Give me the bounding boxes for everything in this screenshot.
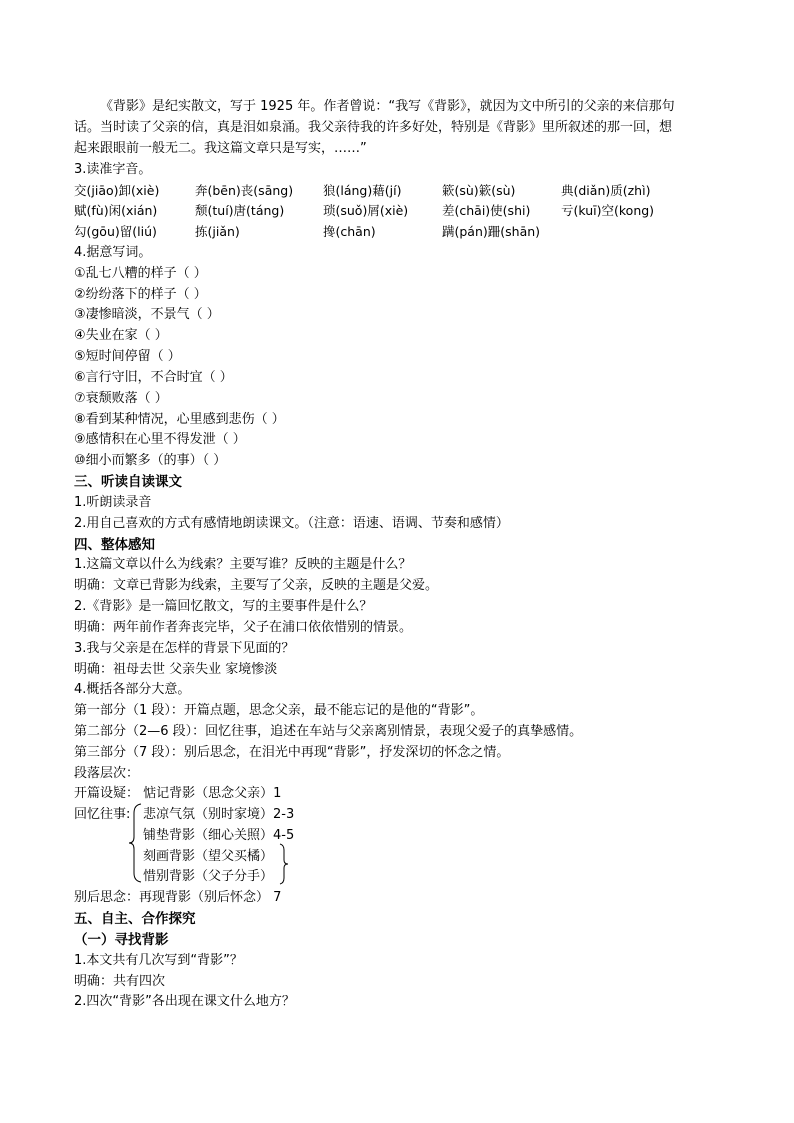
pronounce-cell: 颓(tuí)唐(táng): [195, 203, 285, 218]
section4-line: 2.《背影》是一篇回忆散文，写的主要事件是什么？: [74, 599, 373, 614]
section4-line: 3.我与父亲是在怎样的背景下见面的？: [74, 641, 295, 656]
pronounce-cell: 狼(láng)藉(jí): [323, 183, 402, 198]
pronounce-cell: 交(jiāo)卸(xiè): [74, 183, 160, 198]
structure-sub-item: 刻画背影（望父买橘）: [143, 849, 274, 864]
intro-line-3: 起来跟眼前一般无二。我这篇文章只是写实，……”: [74, 141, 367, 156]
section5-line: 1.本文共有几次写到“背影”？: [74, 953, 243, 968]
pronounce-cell: 亏(kuī)空(kong): [561, 203, 655, 218]
pronounce-cell: 搀(chān): [323, 224, 376, 239]
pronounce-cell: 赋(fù)闲(xián): [74, 203, 158, 218]
pronounce-cell: 琐(suǒ)屑(xiè): [323, 203, 409, 218]
structure-sub-item: 铺垫背影（细心关照）4-5: [143, 828, 295, 843]
section3-item: 1.听朗读录音: [74, 495, 152, 510]
section4-line: 4.概括各部分大意。: [74, 682, 191, 697]
pronounce-cell: 拣(jiǎn): [195, 224, 240, 239]
closing-brace-icon: [279, 843, 289, 885]
section-heading: 五、自主、合作探究: [74, 911, 196, 927]
section4-line: 明确：祖母去世 父亲失业 家境惨淡: [74, 662, 278, 677]
word-item: ④失业在家（ ）: [74, 328, 168, 343]
section-heading: 三、听读自读课文: [74, 474, 182, 490]
word-item: ⑦衰颓败落（ ）: [74, 391, 168, 406]
pronounce-cell: 典(diǎn)质(zhì): [561, 183, 651, 198]
section4-line: 段落层次：: [74, 766, 140, 781]
intro-line-1: 《背影》是纪实散文，写于 1925 年。作者曾说：“我写《背影》，就因为文中所引的父亲的来信那句: [100, 99, 675, 114]
structure-after: 别后思念：再现背影（别后怀念） 7: [74, 890, 282, 905]
words-heading: 4.据意写词。: [74, 245, 152, 260]
word-item: ⑩细小而繁多（的事）（ ）: [74, 453, 227, 468]
word-item: ⑨感情积在心里不得发泄（ ）: [74, 432, 246, 447]
structure-recall-label: 回忆往事:: [74, 807, 131, 822]
word-item: ⑤短时间停留（ ）: [74, 349, 181, 364]
pronounce-cell: 奔(bēn)丧(sāng): [195, 183, 294, 198]
pronounce-cell: 簌(sù)簌(sù): [442, 183, 516, 198]
structure-opening: 开篇设疑： 惦记背影（思念父亲）1: [74, 786, 282, 801]
section-heading: 四、整体感知: [74, 537, 155, 553]
section4-line: 第三部分（7 段）：别后思念，在泪光中再现“背影”，抒发深切的怀念之情。: [74, 745, 510, 760]
pronounce-heading: 3.读准字音。: [74, 162, 152, 177]
section-subheading: （一）寻找背影: [74, 932, 169, 948]
word-item: ②纷纷落下的样子（ ）: [74, 287, 207, 302]
section5-line: 明确：共有四次: [74, 974, 166, 989]
curly-brace-icon: [128, 803, 142, 883]
pronounce-cell: 勾(gōu)留(liú): [74, 224, 157, 239]
section4-line: 明确：两年前作者奔丧完毕，父子在浦口依依惜别的情景。: [74, 620, 413, 635]
section3-item: 2.用自己喜欢的方式有感情地朗读课文。（注意：语速、语调、节奏和感情）: [74, 516, 509, 531]
word-item: ①乱七八糟的样子（ ）: [74, 266, 207, 281]
section5-line: 2.四次“背影”各出现在课文什么地方？: [74, 994, 295, 1009]
word-item: ③凄惨暗淡，不景气（ ）: [74, 307, 220, 322]
word-item: ⑧看到某种情况，心里感到悲伤（ ）: [74, 412, 285, 427]
section4-line: 明确：文章已背影为线索，主要写了父亲，反映的主题是父爱。: [74, 578, 439, 593]
pronounce-cell: 蹒(pán)跚(shān): [442, 224, 541, 239]
section4-line: 1.这篇文章以什么为线索？主要写谁？反映的主题是什么？: [74, 557, 412, 572]
section4-line: 第二部分（2—6 段）：回忆往事，追述在车站与父亲离别情景，表现父爱子的真挚感情。: [74, 724, 583, 739]
structure-sub-item: 悲凉气氛（别时家境）2-3: [143, 807, 295, 822]
word-item: ⑥言行守旧，不合时宜（ ）: [74, 370, 233, 385]
structure-sub-item: 惜别背影（父子分手）: [143, 869, 274, 884]
pronounce-cell: 差(chāi)使(shi): [442, 203, 531, 218]
section4-line: 第一部分（1 段）：开篇点题，思念父亲，最不能忘记的是他的“背影”。: [74, 703, 484, 718]
intro-line-2: 话。当时读了父亲的信，真是泪如泉涌。我父亲待我的许多好处，特别是《背影》里所叙述的那一回，想: [74, 120, 673, 135]
